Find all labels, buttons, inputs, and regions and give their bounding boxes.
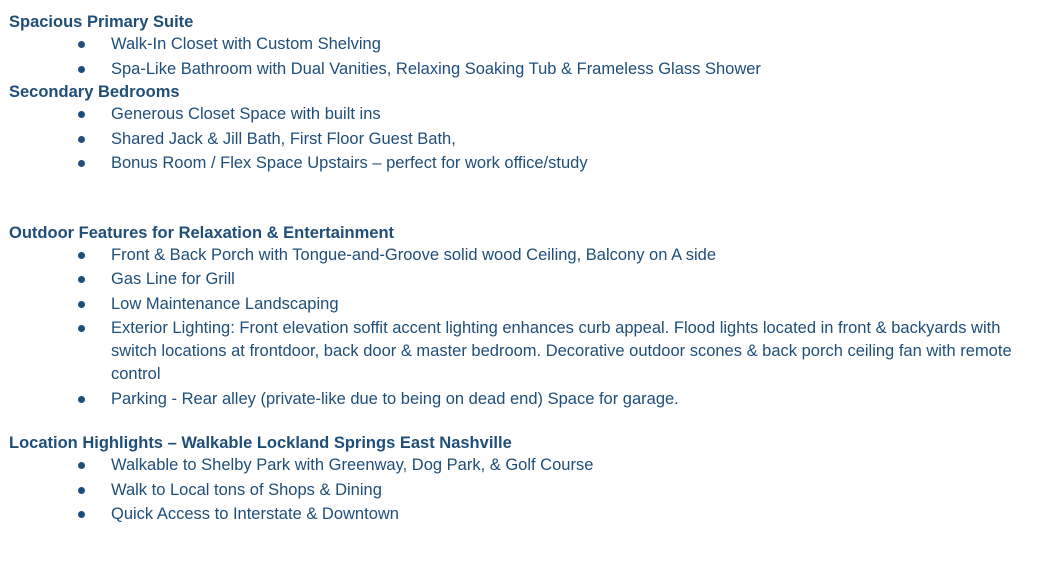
list-item-text: Walk-In Closet with Custom Shelving [111, 35, 381, 53]
bullet-icon [78, 136, 85, 143]
bullet-icon [78, 41, 85, 48]
bullet-icon [78, 111, 85, 118]
list-item-text: Gas Line for Grill [111, 270, 235, 288]
bullet-icon [78, 160, 85, 167]
bullet-icon [78, 487, 85, 494]
bullet-list [9, 244, 1039, 411]
list-item [9, 388, 1039, 411]
bullet-icon [78, 462, 85, 469]
document-page [9, 12, 1039, 528]
spacer [9, 177, 1039, 223]
list-item [9, 268, 1039, 291]
list-item [9, 244, 1039, 267]
section-heading: Outdoor Features for Relaxation & Entertainment [9, 223, 395, 242]
list-item-text: Exterior Lighting: Front elevation soffit accent lighting enhances curb appeal. Flood lights located in front & backyards with switch locations at frontdoor, back door & master bedroom. Decorative outdoor scones & back porch ceiling fan with remote control [111, 319, 1012, 383]
bullet-icon [78, 511, 85, 518]
list-item [9, 479, 1039, 502]
list-item [9, 293, 1039, 316]
list-item [9, 128, 1039, 151]
list-item-text: Spa-Like Bathroom with Dual Vanities, Relaxing Soaking Tub & Frameless Glass Shower [111, 59, 761, 78]
list-item-text: Walk to Local tons of Shops & Dining [111, 480, 382, 499]
bullet-icon [78, 276, 85, 283]
section-heading: Spacious Primary Suite [9, 13, 194, 31]
bullet-icon [78, 66, 85, 73]
bullet-icon [78, 252, 85, 259]
list-item-text: Shared Jack & Jill Bath, First Floor Guest Bath, [111, 129, 456, 148]
list-item [9, 317, 1039, 386]
list-item-text: Bonus Room / Flex Space Upstairs – perfect for work office/study [111, 154, 588, 172]
list-item [9, 503, 1039, 526]
bullet-icon [78, 396, 85, 403]
bullet-list [9, 454, 1039, 526]
bullet-icon [78, 325, 85, 332]
list-item [9, 33, 1039, 56]
section-heading: Secondary Bedrooms [9, 83, 180, 101]
list-item-text: Front & Back Porch with Tongue-and-Groove solid wood Ceiling, Balcony on A side [111, 245, 717, 264]
section-outdoor-features [9, 223, 1039, 411]
section-heading: Location Highlights – Walkable Lockland Springs East Nashville [9, 434, 512, 452]
list-item [9, 152, 1039, 175]
list-item [9, 58, 1039, 81]
list-item [9, 103, 1039, 126]
section-primary-suite [9, 12, 1039, 81]
section-secondary-bedrooms [9, 82, 1039, 175]
list-item [9, 454, 1039, 477]
list-item-text: Generous Closet Space with built ins [111, 105, 381, 123]
bullet-list [9, 103, 1039, 175]
spacer [9, 412, 1039, 433]
bullet-icon [78, 301, 85, 308]
list-item-text: Walkable to Shelby Park with Greenway, Dog Park, & Golf Course [111, 456, 594, 474]
section-location-highlights [9, 433, 1039, 526]
bullet-list [9, 33, 1039, 81]
list-item-text: Parking - Rear alley (private-like due to being on dead end) Space for garage. [111, 389, 679, 408]
list-item-text: Low Maintenance Landscaping [111, 294, 339, 313]
list-item-text: Quick Access to Interstate & Downtown [111, 505, 399, 523]
